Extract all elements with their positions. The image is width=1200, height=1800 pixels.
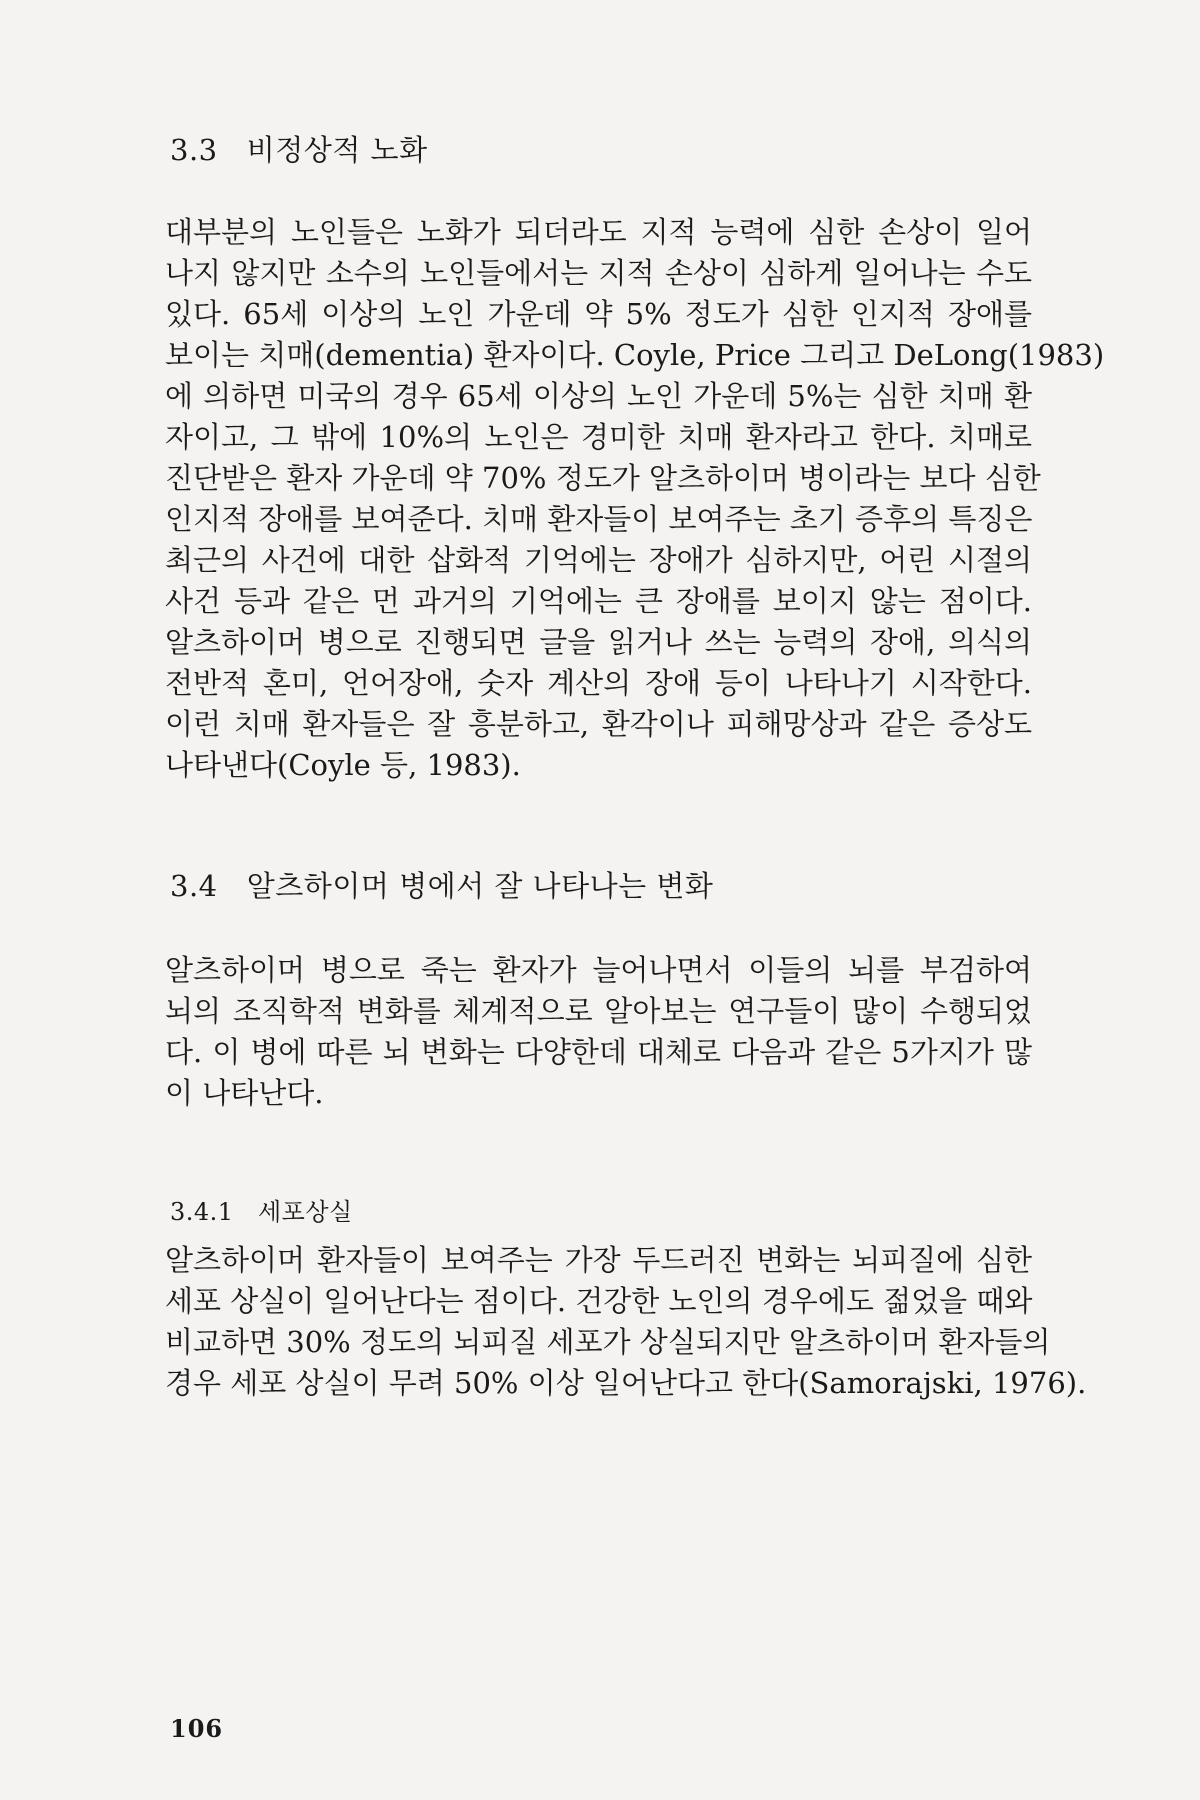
section-heading-3-4 xyxy=(170,864,713,905)
paragraph-line: 진단받은 환자 가운데 약 70% 정도가 알츠하이머 병이라는 보다 심한 xyxy=(165,461,1041,495)
paragraph-line: 나지 않지만 소수의 노인들에서는 지적 손상이 심하게 일어나는 수도 xyxy=(165,256,1032,290)
paragraph-line: 뇌의 조직학적 변화를 체계적으로 알아보는 연구들이 많이 수행되었 xyxy=(165,994,1032,1028)
paragraph-line: 다. 이 병에 따른 뇌 변화는 다양한데 대체로 다음과 같은 5가지가 많 xyxy=(165,1035,1032,1069)
section-number: 3.4 xyxy=(170,869,218,903)
paragraph-line: 대부분의 노인들은 노화가 되더라도 지적 능력에 심한 손상이 일어 xyxy=(165,215,1032,249)
section-title: 비정상적 노화 xyxy=(246,133,428,167)
page-number: 106 xyxy=(170,1714,224,1743)
subsection-number: 3.4.1 xyxy=(170,1198,234,1226)
paragraph-line: 이 나타난다. xyxy=(165,1076,324,1110)
paragraph-line: 나타낸다(Coyle 등, 1983). xyxy=(165,748,521,782)
paragraph-line: 인지적 장애를 보여준다. 치매 환자들이 보여주는 초기 증후의 특징은 xyxy=(165,502,1033,536)
paragraph-line: 알츠하이머 병으로 진행되면 글을 읽거나 쓰는 능력의 장애, 의식의 xyxy=(165,625,1032,659)
section-number: 3.3 xyxy=(170,133,218,167)
paragraph-line: 세포 상실이 일어난다는 점이다. 건강한 노인의 경우에도 젊었을 때와 xyxy=(165,1284,1033,1318)
paragraph-line: 사건 등과 같은 먼 과거의 기억에는 큰 장애를 보이지 않는 점이다. xyxy=(165,584,1032,618)
paragraph-line: 있다. 65세 이상의 노인 가운데 약 5% 정도가 심한 인지적 장애를 xyxy=(165,297,1032,331)
paragraph-line: 알츠하이머 병으로 죽는 환자가 늘어나면서 이들의 뇌를 부검하여 xyxy=(165,953,1032,987)
paragraph-line: 이런 치매 환자들은 잘 흥분하고, 환각이나 피해망상과 같은 증상도 xyxy=(165,707,1032,741)
subsection-heading-3-4-1 xyxy=(170,1192,353,1227)
paragraph-line: 최근의 사건에 대한 삽화적 기억에는 장애가 심하지만, 어린 시절의 xyxy=(165,543,1032,577)
paragraph-line: 보이는 치매(dementia) 환자이다. Coyle, Price 그리고 DeLong(1983) xyxy=(165,338,1105,372)
paragraph-line: 알츠하이머 환자들이 보여주는 가장 두드러진 변화는 뇌피질에 심한 xyxy=(165,1243,1032,1277)
paragraph-line: 경우 세포 상실이 무려 50% 이상 일어난다고 한다(Samorajski, 1976). xyxy=(165,1366,1087,1400)
section-heading-3-3 xyxy=(170,128,428,169)
subsection-title: 세포상실 xyxy=(257,1198,353,1226)
paragraph-line: 에 의하면 미국의 경우 65세 이상의 노인 가운데 5%는 심한 치매 환 xyxy=(165,379,1032,413)
paragraph-line: 자이고, 그 밖에 10%의 노인은 경미한 치매 환자라고 한다. 치매로 xyxy=(165,420,1032,454)
section-title: 알츠하이머 병에서 잘 나타나는 변화 xyxy=(246,869,714,903)
paragraph-line: 전반적 혼미, 언어장애, 숫자 계산의 장애 등이 나타나기 시작한다. xyxy=(165,666,1032,700)
paragraph-line: 비교하면 30% 정도의 뇌피질 세포가 상실되지만 알츠하이머 환자들의 xyxy=(165,1325,1051,1359)
